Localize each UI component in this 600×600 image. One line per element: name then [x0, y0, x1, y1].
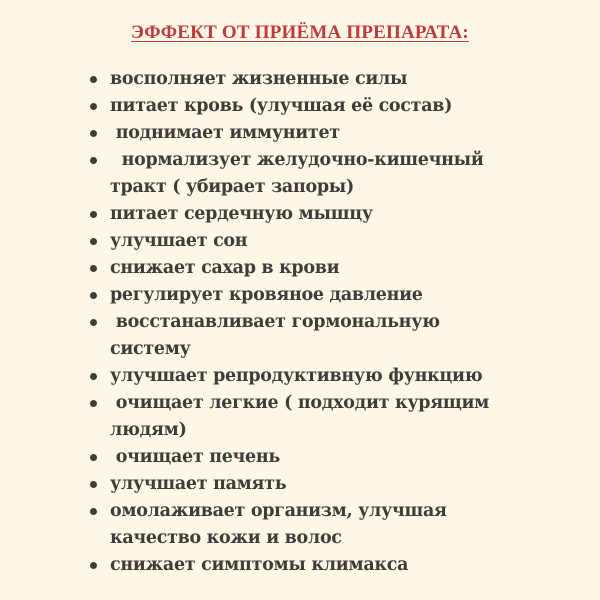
- list-item-text: восполняет жизненные силы: [110, 69, 408, 89]
- list-item: [88, 120, 558, 147]
- list-item-text: очищает печень: [110, 447, 280, 467]
- list-item-text: очищает легкие ( подходит курящим: [110, 393, 490, 413]
- list-item: [88, 363, 558, 390]
- list-item-text: омолаживает организм, улучшая: [110, 501, 447, 521]
- list-item-text-continued: тракт ( убирает запоры): [110, 177, 355, 197]
- list-item-text: улучшает память: [110, 474, 287, 494]
- list-item: [88, 498, 558, 552]
- list-item: [88, 282, 558, 309]
- list-item-text: питает кровь (улучшая её состав): [110, 96, 453, 116]
- list-item-text-continued: людям): [110, 420, 187, 440]
- list-item-text: питает сердечную мышцу: [110, 204, 373, 224]
- list-item-text: регулирует кровяное давление: [110, 285, 423, 305]
- list-item-text-continued: систему: [110, 339, 191, 359]
- list-item: [88, 552, 558, 579]
- effects-list: [88, 66, 558, 579]
- list-item: [88, 390, 558, 444]
- list-item: [88, 93, 558, 120]
- list-item: [88, 444, 558, 471]
- list-item: [88, 228, 558, 255]
- list-item-text: восстанавливает гормональную: [110, 312, 440, 332]
- list-item-text: снижает симптомы климакса: [110, 555, 409, 575]
- list-item-text: снижает сахар в крови: [110, 258, 340, 278]
- list-item: [88, 66, 558, 93]
- page-title: ЭФФЕКТ ОТ ПРИЁМА ПРЕПАРАТА:: [131, 22, 469, 43]
- list-item: [88, 201, 558, 228]
- list-item-text: нормализует желудочно-кишечный: [110, 150, 484, 170]
- list-item-text: улучшает репродуктивную функцию: [110, 366, 483, 386]
- list-item: [88, 471, 558, 498]
- list-item-text: улучшает сон: [110, 231, 248, 251]
- list-item: [88, 255, 558, 282]
- list-item: [88, 309, 558, 363]
- list-item-text: поднимает иммунитет: [110, 123, 340, 143]
- list-item: [88, 147, 558, 201]
- list-item-text-continued: качество кожи и волос: [110, 528, 342, 548]
